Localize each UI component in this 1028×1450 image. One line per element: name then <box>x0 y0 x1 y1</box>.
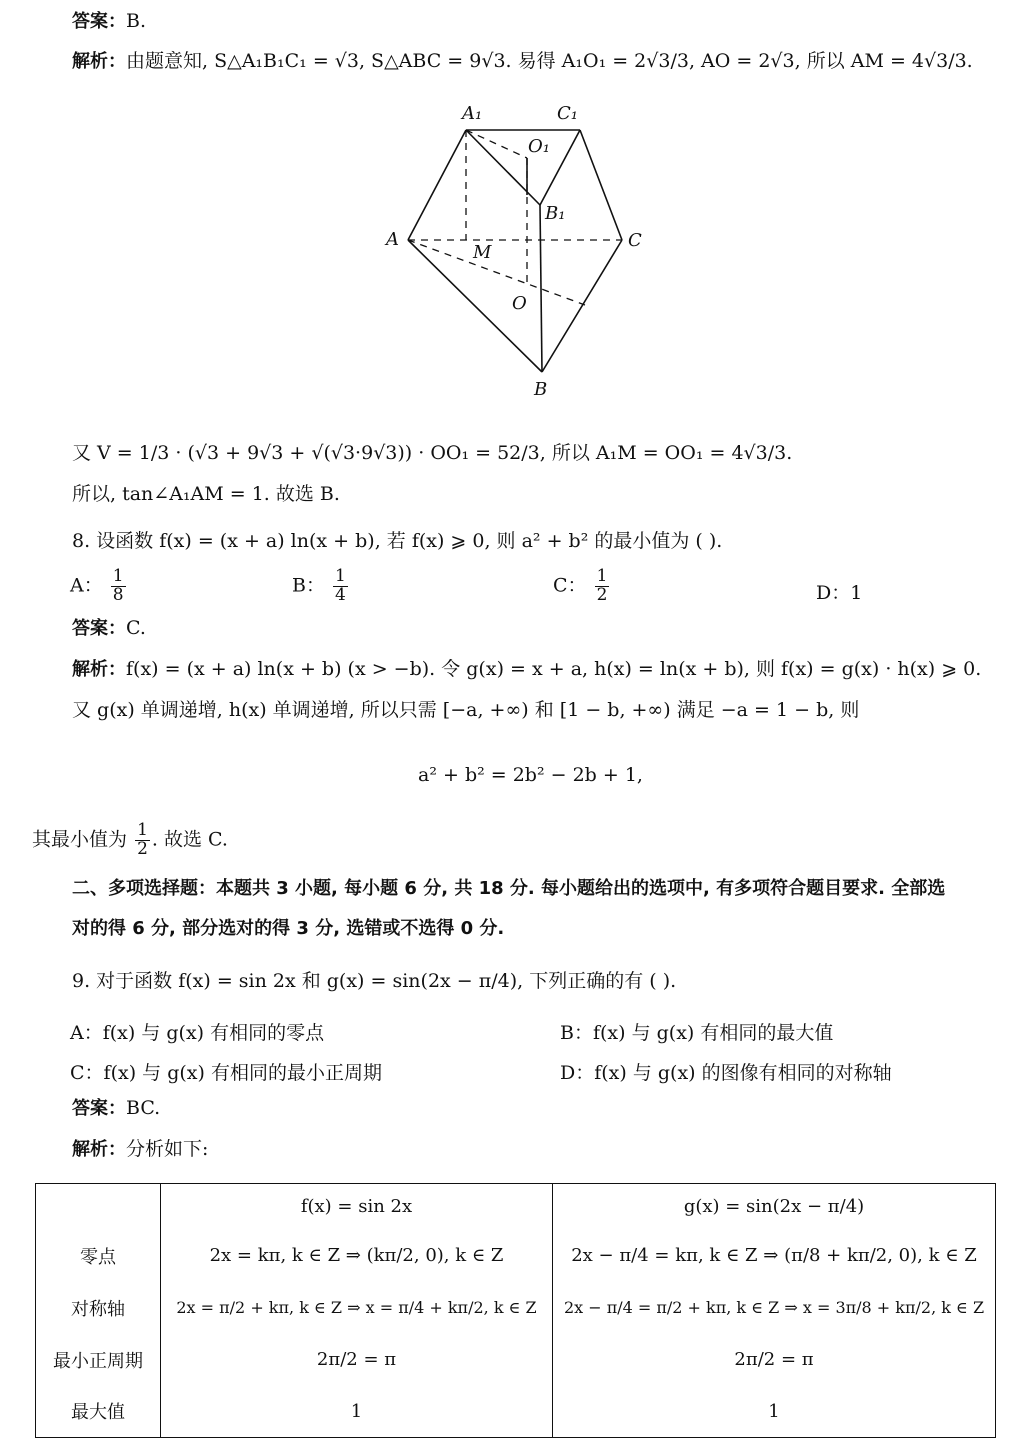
table-row <box>36 1282 996 1334</box>
frustum-figure <box>380 95 660 405</box>
fraction: $\frac{1}{4}$ <box>335 566 346 605</box>
label-B: B <box>534 379 548 400</box>
label-O: O <box>512 293 527 314</box>
section2-line2: 对的得 6 分, 部分选对的得 3 分, 选错或不选得 0 分. <box>72 918 505 939</box>
q7-answer: 答案：B. <box>72 10 147 32</box>
q8-option-b: B： $\frac{1}{4}$ <box>292 566 346 605</box>
q9-option-a: A：f(x) 与 g(x) 有相同的零点 <box>70 1022 325 1044</box>
table-row <box>36 1334 996 1386</box>
table-corner <box>36 1184 161 1230</box>
label-A1: A₁ <box>462 103 483 124</box>
cell-g: 1 <box>553 1386 996 1438</box>
table-header-f: f(x) = sin 2x <box>161 1184 553 1230</box>
table-row <box>36 1230 996 1282</box>
cell-g: 2π/2 = π <box>553 1334 996 1386</box>
q8-conclusion: 其最小值为 $\frac{1}{2}$ . 故选 C. <box>32 820 228 859</box>
q7-analysis-line2: 又 V = 1/3 · (√3 + 9√3 + √(√3·9√3)) · OO₁ = 52/3, 所以 A₁M = OO₁ = 4√3/3. <box>72 442 793 464</box>
cell-f: 2x = kπ, k ∈ Z ⇒ (kπ/2, 0), k ∈ Z <box>161 1230 553 1282</box>
label-C: C <box>628 230 642 251</box>
label-A: A <box>386 229 399 250</box>
q8-analysis-line2: 又 g(x) 单调递增, h(x) 单调递增, 所以只需 [−a, +∞) 和 [1 − b, +∞) 满足 −a = 1 − b, 则 <box>72 699 860 721</box>
row-label: 最小正周期 <box>36 1334 161 1386</box>
q9-option-d: D：f(x) 与 g(x) 的图像有相同的对称轴 <box>560 1062 892 1084</box>
q9-option-c: C：f(x) 与 g(x) 有相同的最小正周期 <box>70 1062 382 1084</box>
q7-analysis-line3: 所以, tan∠A₁AM = 1. 故选 B. <box>72 483 340 505</box>
row-label: 对称轴 <box>36 1282 161 1334</box>
table-header-row <box>36 1184 996 1230</box>
label-C1: C₁ <box>557 103 578 124</box>
q8-question: 8. 设函数 f(x) = (x + a) ln(x + b), 若 f(x) ⩾ 0, 则 a² + b² 的最小值为 ( ). <box>72 530 723 552</box>
q8-option-d: D：1 <box>816 582 863 604</box>
fraction: $\frac{1}{8}$ <box>112 566 124 605</box>
q8-option-c: C： $\frac{1}{2}$ <box>553 566 608 605</box>
fraction: $\frac{1}{2}$ <box>137 820 148 859</box>
row-label: 最大值 <box>36 1386 161 1438</box>
q8-option-a: A： $\frac{1}{8}$ <box>70 566 124 605</box>
label-M: M <box>473 242 492 263</box>
table-header-g: g(x) = sin(2x − π/4) <box>553 1184 996 1230</box>
table-row <box>36 1386 996 1438</box>
q8-answer: 答案：C. <box>72 617 146 639</box>
q9-analysis: 解析：分析如下: <box>72 1138 209 1160</box>
cell-g: 2x − π/4 = π/2 + kπ, k ∈ Z ⇒ x = 3π/8 + kπ/2, k ∈ Z <box>553 1282 996 1334</box>
q9-answer: 答案：BC. <box>72 1097 161 1119</box>
q8-analysis-line1: 解析：f(x) = (x + a) ln(x + b) (x > −b). 令 g(x) = x + a, h(x) = ln(x + b), 则 f(x) = g(x) · h(x) ⩾ 0. <box>72 658 982 680</box>
label-O1: O₁ <box>528 136 550 157</box>
cell-f: 2π/2 = π <box>161 1334 553 1386</box>
section2-line1: 二、多项选择题：本题共 3 小题, 每小题 6 分, 共 18 分. 每小题给出的选项中, 有多项符合题目要求. 全部选 <box>72 878 946 899</box>
comparison-table <box>35 1183 996 1438</box>
cell-g: 2x − π/4 = kπ, k ∈ Z ⇒ (π/8 + kπ/2, 0), k ∈ Z <box>553 1230 996 1282</box>
cell-f: 2x = π/2 + kπ, k ∈ Z ⇒ x = π/4 + kπ/2, k ∈ Z <box>161 1282 553 1334</box>
q7-analysis-line1: 解析：由题意知, S△A₁B₁C₁ = √3, S△ABC = 9√3. 易得 A₁O₁ = 2√3/3, AO = 2√3, 所以 AM = 4√3/3. <box>72 50 973 72</box>
label-B1: B₁ <box>545 203 566 224</box>
q9-option-b: B：f(x) 与 g(x) 有相同的最大值 <box>560 1022 834 1044</box>
q9-question: 9. 对于函数 f(x) = sin 2x 和 g(x) = sin(2x − π/4), 下列正确的有 ( ). <box>72 970 677 992</box>
cell-f: 1 <box>161 1386 553 1438</box>
q8-equation: a² + b² = 2b² − 2b + 1, <box>418 764 643 786</box>
row-label: 零点 <box>36 1230 161 1282</box>
fraction: $\frac{1}{2}$ <box>596 566 608 605</box>
